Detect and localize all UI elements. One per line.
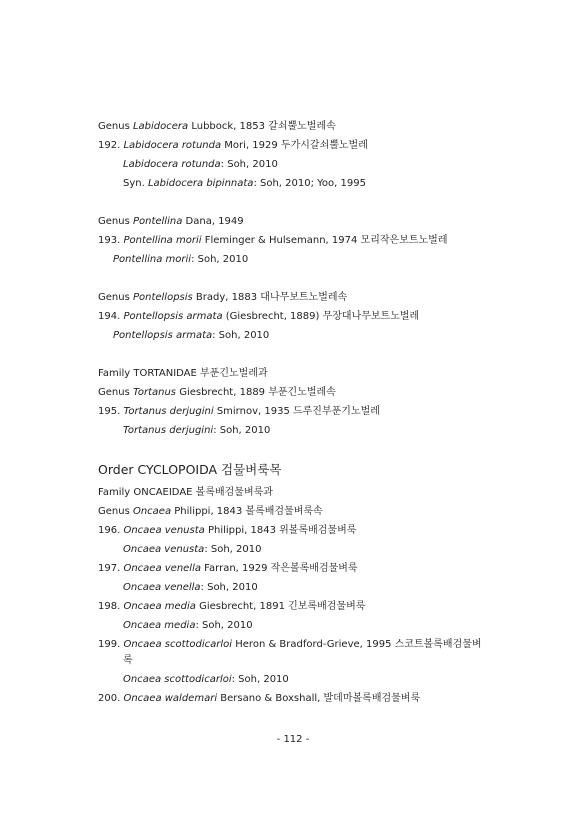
species-entry: 200. Oncaea waldemari Bersano & Boxshall, 발데마볼록배검물벼룩 (98, 693, 421, 704)
synonym-line: Tortanus derjugini: Soh, 2010 (123, 425, 271, 436)
synonym-line: Syn. Labidocera bipinnata: Soh, 2010; Yoo, 1995 (123, 178, 366, 189)
species-entry: 193. Pontellina morii Fleminger & Hulsemann, 1974 모리작은보트노벌레 (98, 235, 448, 246)
species-entry: 199. Oncaea scottodicarloi Heron & Bradford-Grieve, 1995 스코트볼록배검물벼 (98, 639, 482, 650)
genus-line: Genus Labidocera Lubbock, 1853 갈쇠뿔노벌레속 (98, 121, 336, 132)
species-entry: 192. Labidocera rotunda Mori, 1929 두가시갈쇠뿔노벌레 (98, 140, 368, 151)
synonym-line: Oncaea scottodicarloi: Soh, 2010 (123, 674, 289, 685)
species-entry: 197. Oncaea venella Farran, 1929 작은볼록배검물벼룩 (98, 563, 358, 574)
order-heading: Order CYCLOPOIDA 검물벼룩목 (98, 462, 282, 477)
family-line: Family TORTANIDAE 부푼긴노벌레과 (98, 368, 268, 379)
genus-line: Genus Tortanus Giesbrecht, 1889 부푼긴노벌레속 (98, 387, 336, 398)
synonym-line: Pontellina morii: Soh, 2010 (113, 254, 249, 265)
species-entry: 195. Tortanus derjugini Smirnov, 1935 드루진부푼기노벌레 (98, 406, 380, 417)
genus-line: Genus Oncaea Philippi, 1843 볼록배검물벼룩속 (98, 506, 323, 517)
synonym-line: Labidocera rotunda: Soh, 2010 (123, 159, 278, 170)
species-entry: 196. Oncaea venusta Philippi, 1843 위볼록배검물벼룩 (98, 525, 357, 536)
species-entry: 198. Oncaea media Giesbrecht, 1891 긴보록배검물벼룩 (98, 601, 366, 612)
synonym-line: Pontellopsis armata: Soh, 2010 (113, 330, 270, 341)
synonym-line: Oncaea venella: Soh, 2010 (123, 582, 258, 593)
wrapped-line: 록 (123, 655, 133, 666)
genus-line: Genus Pontellina Dana, 1949 (98, 216, 244, 227)
family-line: Family ONCAEIDAE 볼록배검물벼룩과 (98, 487, 273, 498)
synonym-line: Oncaea venusta: Soh, 2010 (123, 544, 262, 555)
genus-line: Genus Pontellopsis Brady, 1883 대나무보트노벌레속 (98, 292, 348, 303)
page-number: - 112 - (276, 734, 310, 745)
species-entry: 194. Pontellopsis armata (Giesbrecht, 1889) 무장대나무보트노벌레 (98, 311, 420, 322)
synonym-line: Oncaea media: Soh, 2010 (123, 620, 253, 631)
